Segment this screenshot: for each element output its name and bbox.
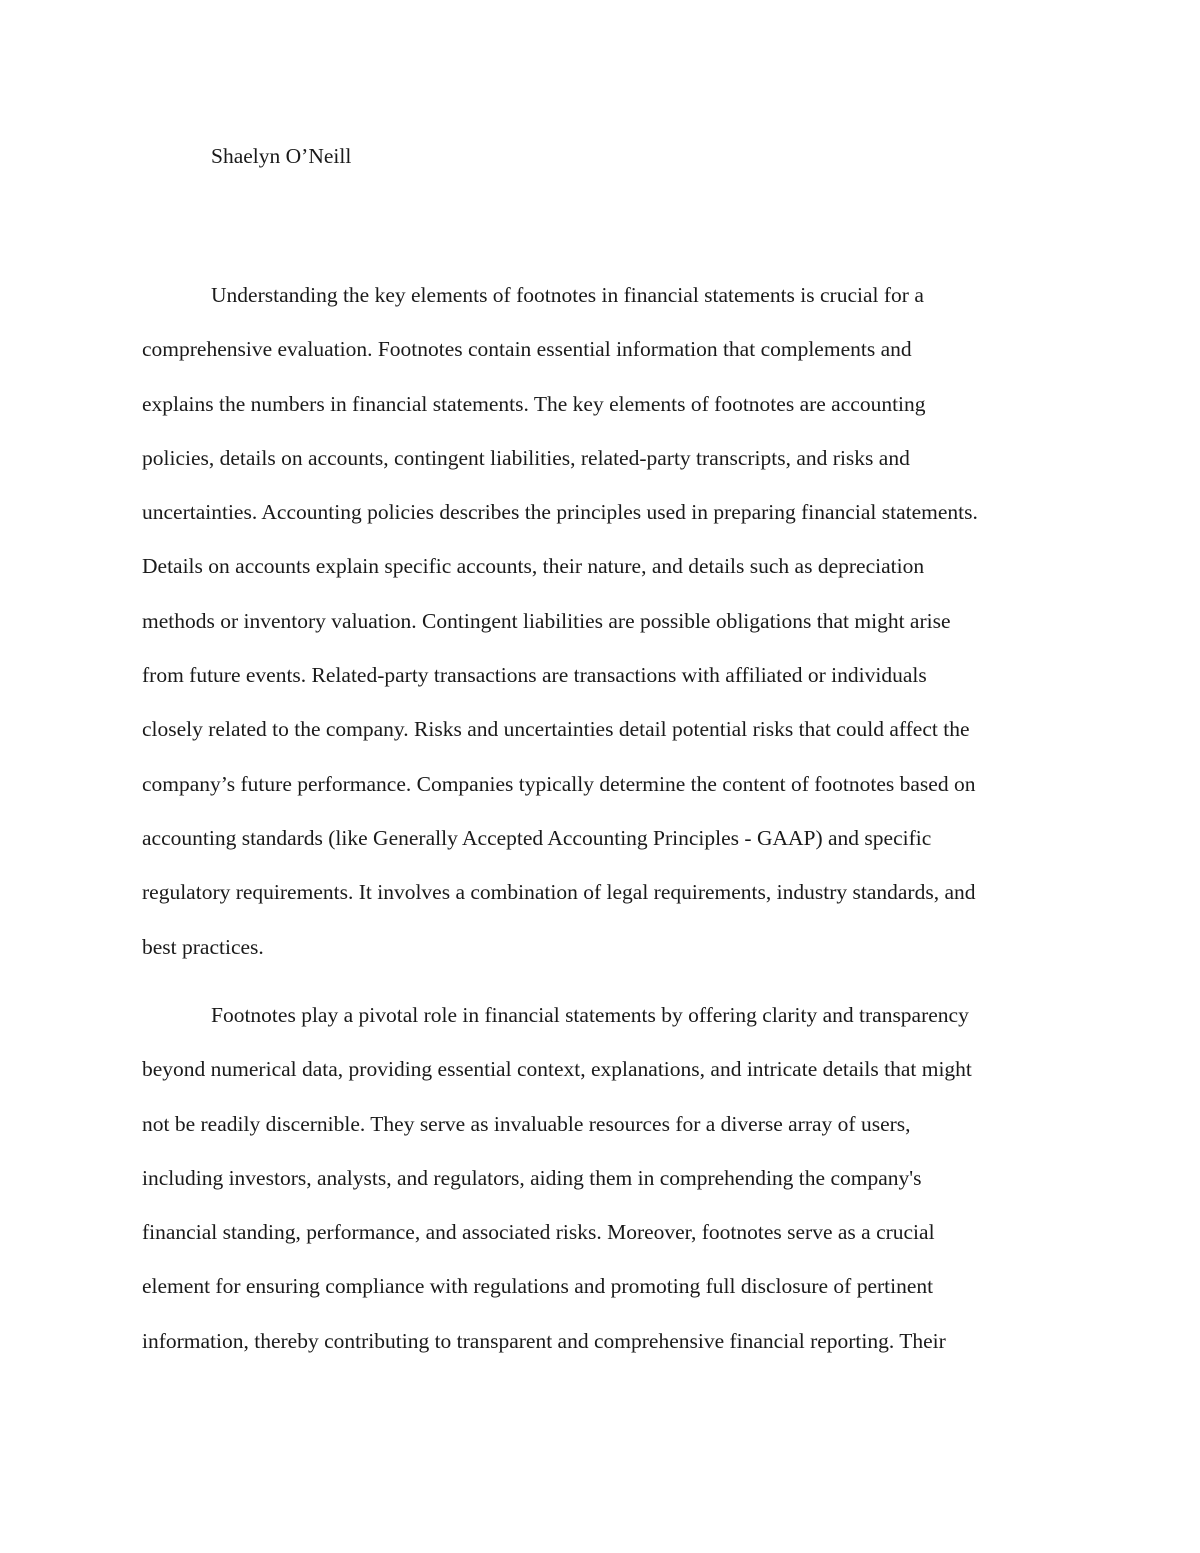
paragraph-line: comprehensive evaluation. Footnotes contain essential information that complements and [142, 337, 912, 362]
paragraph-line: from future events. Related-party transactions are transactions with affiliated or individuals [142, 663, 927, 688]
paragraph-line: accounting standards (like Generally Accepted Accounting Principles - GAAP) and specific [142, 825, 932, 850]
paragraph-line: financial standing, performance, and associated risks. Moreover, footnotes serve as a crucial [142, 1220, 935, 1245]
paragraph-line: information, thereby contributing to transparent and comprehensive financial reporting. Their [142, 1328, 946, 1353]
paragraph-line: including investors, analysts, and regulators, aiding them in comprehending the company's [142, 1165, 922, 1190]
paragraph-line: beyond numerical data, providing essential context, explanations, and intricate details that might [142, 1057, 972, 1082]
paragraph-line: Details on accounts explain specific accounts, their nature, and details such as depreciation [142, 554, 925, 579]
paragraph-1 [142, 268, 1072, 974]
paragraph-line: regulatory requirements. It involves a combination of legal requirements, industry standards, and [142, 880, 976, 905]
paragraph-line: policies, details on accounts, contingent liabilities, related-party transcripts, and risks and [142, 445, 910, 470]
author-name: Shaelyn O’Neill [211, 144, 352, 168]
paragraph-line: Footnotes play a pivotal role in financial statements by offering clarity and transparency [211, 1003, 969, 1027]
paragraph-line: best practices. [142, 934, 264, 959]
paragraph-line: Understanding the key elements of footnotes in financial statements is crucial for a [211, 283, 924, 307]
paragraph-line: methods or inventory valuation. Contingent liabilities are possible obligations that might arise [142, 608, 951, 633]
author-block [142, 129, 1072, 183]
paragraph-line: closely related to the company. Risks and uncertainties detail potential risks that could affect the [142, 717, 970, 742]
paragraph-line: company’s future performance. Companies typically determine the content of footnotes based on [142, 771, 976, 796]
paragraph-line: explains the numbers in financial statements. The key elements of footnotes are accounting [142, 391, 926, 416]
paragraph-line: element for ensuring compliance with regulations and promoting full disclosure of pertinent [142, 1274, 934, 1299]
paragraph-line: not be readily discernible. They serve as invaluable resources for a diverse array of users, [142, 1111, 911, 1136]
paragraph-2 [142, 988, 1072, 1368]
paragraph-line: uncertainties. Accounting policies describes the principles used in preparing financial statements. [142, 500, 978, 525]
